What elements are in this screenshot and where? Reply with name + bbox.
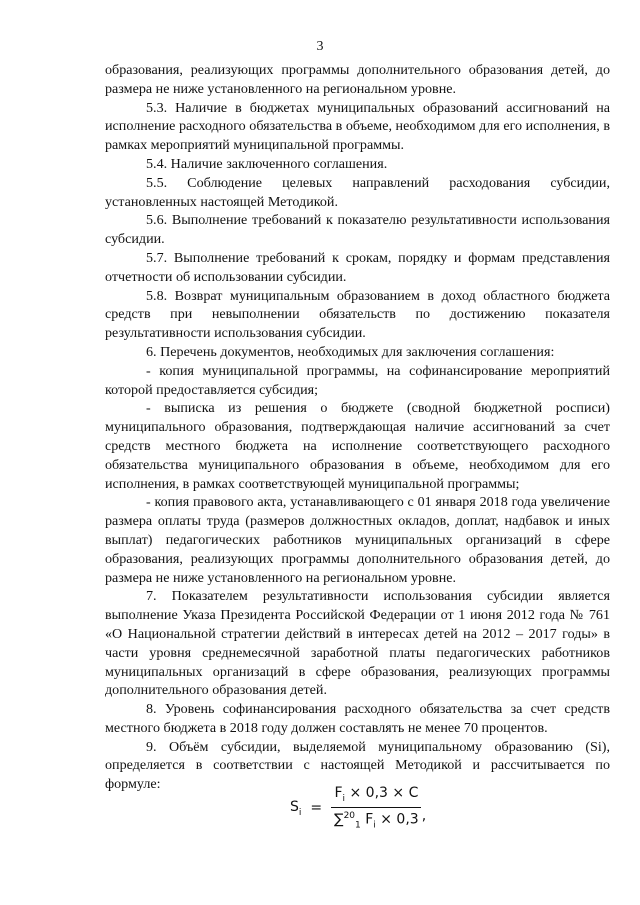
paragraph: 5.3. Наличие в бюджетах муниципальных образований ассигнований на исполнение расходного обязательства в объеме, необходимом для его исполнения, в рамках мероприятий муниципальной программы.: [105, 99, 610, 154]
list-item: - копия правового акта, устанавливающего с 01 января 2018 года увеличение размера оплаты труда (размеров должностных окладов, доплат, надбавок и иных выплат) педагогических работников муниципальных организаций в сфере образования, реализующих программы дополнительного образования детей, до размера не ниже установленного на региональном уровне.: [105, 494, 610, 586]
formula-numerator: $F_i \times 0,3 \times C$: [331, 785, 421, 808]
paragraph: образования, реализующих программы дополнительного образования детей, до размера не ниже установленного на региональном уровне.: [105, 62, 610, 97]
paragraph: 5.4. Наличие заключенного соглашения.: [146, 155, 388, 172]
paragraph: 5.8. Возврат муниципальным образованием в доход областного бюджета средств при невыполнении обязательств по достижению показателя результативности использования субсидии.: [105, 287, 610, 342]
paragraph: 5.5. Соблюдение целевых направлений расходования субсидии, установленных настоящей Методикой.: [105, 174, 610, 210]
formula-trailing-comma: ,: [421, 808, 427, 824]
paragraph: 9. Объём субсидии, выделяемой муниципальному образованию (Si), определяется в соответствии с настоящей Методикой и рассчитывается по формуле:: [105, 738, 610, 793]
page-number: 3: [316, 39, 324, 54]
sum-symbol: ∑: [334, 811, 344, 828]
paragraph: 8. Уровень софинансирования расходного обязательства за счет средств местного бюджета в 2018 году должен составлять не менее 70 процентов.: [105, 701, 610, 736]
subsidy-formula: [290, 784, 426, 832]
paragraph: 5.7. Выполнение требований к срокам, порядку и формам представления отчетности об использовании субсидии.: [105, 249, 610, 285]
paragraph: 5.6. Выполнение требований к показателю результативности использования субсидии.: [105, 212, 610, 248]
formula-equals: =: [310, 800, 323, 816]
formula-lhs: $S_i$: [290, 798, 302, 818]
paragraph: 7. Показателем результативности использования субсидии является выполнение Указа Президента Российской Федерации от 1 июня 2012 года № 761 «О Национальной стратегии действий в интересах детей на 2012 – 2017 годы» в части уровня среднемесячной заработной платы педагогических работников муниципальных организаций в сфере образования, реализующих программы дополнительного образования детей.: [105, 588, 610, 699]
formula-fraction: [331, 785, 422, 830]
list-item: - копия муниципальной программы, на софинансирование мероприятий которой предоставляется субсидия;: [105, 362, 610, 398]
paragraph: 6. Перечень документов, необходимых для заключения соглашения:: [146, 343, 555, 360]
formula-denominator: ∑$^{20}_1$ $F_i \times 0,3$: [334, 811, 419, 831]
document-body: [105, 61, 610, 794]
list-item: - выписка из решения о бюджете (сводной бюджетной росписи) муниципального образования, подтверждающая наличие ассигнований за счет средств местного бюджета на исполнение соответствующего расходного обязательства муниципального образования в объеме, необходимом для его исполнения, в рамках соответствующей муниципальной программы;: [105, 400, 610, 492]
